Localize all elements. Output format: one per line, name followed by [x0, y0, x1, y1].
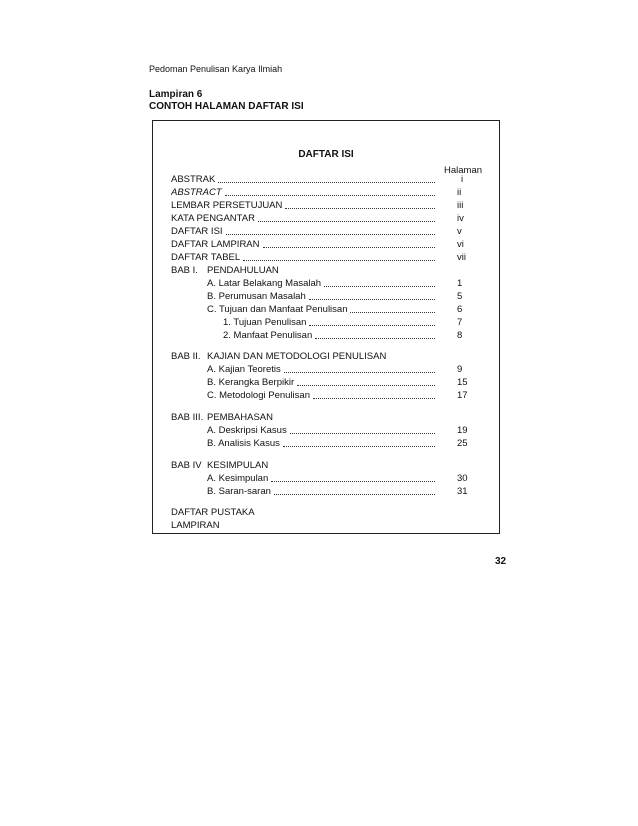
- toc-entry: B. Saran-saran: [207, 485, 437, 498]
- chapter-title: PEMBAHASAN: [207, 412, 273, 423]
- toc-page: 1: [457, 278, 463, 289]
- toc-page: vii: [457, 252, 466, 263]
- toc-box: [152, 120, 500, 534]
- lampiran-entry: LAMPIRAN: [171, 520, 220, 531]
- toc-page: 19: [457, 425, 468, 436]
- toc-page: ii: [457, 187, 462, 198]
- toc-page: 31: [457, 486, 468, 497]
- toc-entry-daftar-tabel: DAFTAR TABEL: [171, 251, 437, 264]
- toc-entry: A. Kesimpulan: [207, 472, 437, 485]
- chapter-label: BAB I.: [171, 265, 198, 276]
- toc-page: 25: [457, 438, 468, 449]
- toc-page: iv: [457, 213, 464, 224]
- chapter-title: KAJIAN DAN METODOLOGI PENULISAN: [207, 351, 387, 362]
- toc-entry: A. Latar Belakang Masalah: [207, 277, 437, 290]
- chapter-title: KESIMPULAN: [207, 460, 269, 471]
- toc-page: 8: [457, 330, 463, 341]
- toc-entry: C. Metodologi Penulisan: [207, 389, 437, 402]
- halaman-label: Halaman: [444, 165, 483, 176]
- toc-page: vi: [457, 239, 464, 250]
- toc-page: 9: [457, 364, 463, 375]
- toc-page: iii: [457, 200, 464, 211]
- lampiran-label: Lampiran 6: [149, 89, 203, 100]
- toc-entry: 1. Tujuan Penulisan: [223, 316, 437, 329]
- running-header: Pedoman Penulisan Karya Ilmiah: [149, 64, 283, 74]
- toc-page: 15: [457, 377, 468, 388]
- toc-title: DAFTAR ISI: [298, 149, 354, 160]
- toc-entry-kata-pengantar: KATA PENGANTAR: [171, 212, 437, 225]
- daftar-pustaka: DAFTAR PUSTAKA: [171, 507, 255, 518]
- toc-entry: 2. Manfaat Penulisan: [223, 329, 437, 342]
- toc-page: 5: [457, 291, 463, 302]
- toc-entry-abstrak: ABSTRAK: [171, 173, 437, 186]
- toc-entry: B. Perumusan Masalah: [207, 290, 437, 303]
- toc-entry-abstract: ABSTRACT: [171, 186, 437, 199]
- toc-entry: B. Analisis Kasus: [207, 437, 437, 450]
- toc-entry: A. Kajian Teoretis: [207, 363, 437, 376]
- toc-entry-lembar-persetujuan: LEMBAR PERSETUJUAN: [171, 199, 437, 212]
- chapter-label: BAB II.: [171, 351, 201, 362]
- toc-page: i: [461, 174, 464, 185]
- chapter-title: PENDAHULUAN: [207, 265, 279, 276]
- toc-page: 7: [457, 317, 463, 328]
- toc-entry-daftar-isi: DAFTAR ISI: [171, 225, 437, 238]
- chapter-label: BAB IV: [171, 460, 202, 471]
- toc-page: v: [457, 226, 462, 237]
- chapter-label: BAB III.: [171, 412, 204, 423]
- contoh-title: CONTOH HALAMAN DAFTAR ISI: [149, 101, 304, 112]
- toc-page: 6: [457, 304, 463, 315]
- toc-page: 17: [457, 390, 468, 401]
- page-number: 32: [495, 556, 507, 567]
- toc-entry: B. Kerangka Berpikir: [207, 376, 437, 389]
- toc-entry: C. Tujuan dan Manfaat Penulisan: [207, 303, 437, 316]
- toc-page: 30: [457, 473, 468, 484]
- toc-entry: A. Deskripsi Kasus: [207, 424, 437, 437]
- toc-entry-daftar-lampiran: DAFTAR LAMPIRAN: [171, 238, 437, 251]
